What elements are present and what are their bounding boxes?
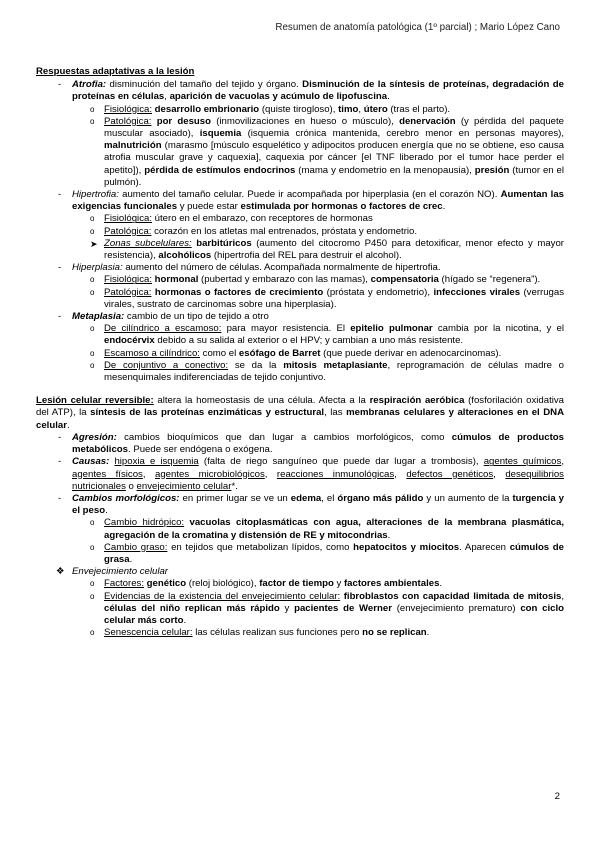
item-hiperplasia-patologica: o Patológica: hormonas o factores de crecimiento (próstata y endometrio), infecciones virales (verrugas virales, sustrato de carcinomas sobre una hiperplasia). (90, 286, 565, 310)
item-env-senescencia: o Senescencia celular: las células realizan sus funciones pero no se replican. (90, 627, 430, 639)
item-env-factores: o Factores: genético (reloj biológico), factor de tiempo y factores ambientales. (90, 578, 443, 590)
item-causas: - Causas: hipoxia e isquemia (falta de riego sanguíneo que puede dar lugar a trombosis), agentes químicos, agentes físicos, agentes microbiológicos, reacciones inmunológicas, defectos genéticos, desequilibrios nutricionales o envejecimiento celular*. (58, 456, 564, 492)
item-envejecimiento: ❖ Envejecimiento celular (56, 566, 168, 578)
circle-bullet: o (90, 287, 95, 297)
item-atrofia-patologica: o Patológica: por desuso (inmovilizaciones en hueso o músculo), denervación (y pérdida del paquete muscular asociado), isquemia (isquemia crónica mantenida, cerebro menor en personas mayores), malnutrición (marasmo [músculo esquelético y adipocitos producen energía que no se obtiene, eso causa atrofia muscular grave y caquexia], caquexia por cáncer [el TNF liberado por el tumor hace perder el apetito]), pérdida de estímulos endocrinos (mama y endometrio en la menopausia), presión (tumor en el pulmón). (90, 115, 565, 188)
item-metaplasia-cilindrico: o De cilíndrico a escamoso: para mayor resistencia. El epitelio pulmonar cambia por la nicotina, y el endocérvix debido a su salida al exterior o el HPV; y cambian a uno más resistente. (90, 323, 564, 347)
item-atrofia-fisiologica: o Fisiológica: desarrollo embrionario (quiste tirogloso), timo, útero (tras el parto). (90, 103, 451, 115)
dash-bullet: - (58, 492, 62, 504)
item-hipertrofia-patologica: o Patológica: corazón en los atletas mal entrenados, próstata y endometrio. (90, 225, 418, 237)
item-hiperplasia-fisiologica: o Fisiológica: hormonal (pubertad y embarazo con las mamas), compensatoria (hígado se “regenera”). (90, 274, 541, 286)
item-atrofia: - Atrofia: disminución del tamaño del tejido y órgano. Disminución de la síntesis de proteínas, degradación de proteínas en células, aparición de vacuolas y acúmulo de lipofuscina. (58, 79, 564, 103)
dash-bullet: - (58, 189, 62, 201)
section-reversible-injury: Lesión celular reversible: altera la homeostasis de una célula. Afecta a la respiración aeróbica (fosforilación oxidativa del ATP), la síntesis de las proteínas enzimáticas y estructural, las membranas celulares y alteraciones en el DNA celular. (36, 395, 565, 431)
circle-bullet: o (90, 275, 95, 285)
section-title-reversible: Lesión celular reversible: (36, 395, 154, 407)
circle-bullet: o (90, 628, 95, 638)
item-cambio-hidropico: o Cambio hidrópico: vacuolas citoplasmáticas con agua, alteraciones de la membrana plasmática, agregación de la cromatina y distensión de RE y mitocondrias. (90, 517, 564, 541)
item-metaplasia-escamoso: o Escamoso a cilíndrico: como el esófago de Barret (que puede derivar en adenocarcinomas). (90, 347, 502, 359)
item-agresion: - Agresión: cambios bioquímicos que dan lugar a cambios morfológicos, como cúmulos de productos metabólicos. Puede ser endógena o exógena. (58, 431, 564, 456)
dash-bullet: - (58, 431, 62, 443)
circle-bullet: o (90, 591, 95, 601)
circle-bullet: o (90, 104, 95, 114)
circle-bullet: o (90, 360, 95, 370)
circle-bullet: o (90, 542, 95, 552)
item-metaplasia: - Metaplasia: cambio de un tipo de tejido a otro (58, 311, 269, 323)
dash-bullet: - (58, 311, 62, 323)
circle-bullet: o (90, 348, 95, 358)
dash-bullet: - (58, 79, 62, 91)
section-title-adaptive: Respuestas adaptativas a la lesión (36, 66, 195, 77)
item-hipertrofia-fisiologica: o Fisiológica: útero en el embarazo, con receptores de hormonas (90, 213, 373, 225)
circle-bullet: o (90, 518, 95, 528)
dash-bullet: - (58, 456, 62, 468)
page-number: 2 (554, 791, 560, 802)
circle-bullet: o (90, 214, 95, 224)
circle-bullet: o (90, 116, 95, 126)
item-env-evidencias: o Evidencias de la existencia del envejecimiento celular: fibroblastos con capacidad limitada de mitosis, células del niño replican más rápido y pacientes de Werner (envejecimiento prematuro) con ciclo celular más corto. (90, 590, 565, 626)
item-cambios-morfologicos: - Cambios morfológicos: en primer lugar se ve un edema, el órgano más pálido y un aumento de la turgencia y el peso. (58, 492, 565, 517)
spacer (36, 384, 564, 395)
circle-bullet: o (90, 324, 95, 334)
diamond-bullet-icon: ❖ (56, 566, 65, 578)
item-hipertrofia-zonas: ➤ Zonas subcelulares: barbitúricos (aumento del citocromo P450 para detoxificar, menor efecto y mayor resistencia), alcohólicos (hipertrofia del REL para destruir el alcohol). (90, 237, 564, 262)
circle-bullet: o (90, 226, 95, 236)
item-cambio-graso: o Cambio graso: en tejidos que metabolizan lípidos, como hepatocitos y miocitos. Aparecen cúmulos de grasa. (90, 541, 565, 565)
circle-bullet: o (90, 579, 95, 589)
arrow-bullet-icon: ➤ (90, 238, 98, 249)
page-header: Resumen de anatomía patológica (1º parcial) ; Mario López Cano (275, 22, 560, 33)
document-body (36, 66, 564, 639)
dash-bullet: - (58, 262, 62, 274)
item-hiperplasia: - Hiperplasia: aumento del número de células. Acompañada normalmente de hipertrofia. (58, 262, 441, 274)
item-metaplasia-conjuntivo: o De conjuntivo a conectivo: se da la mitosis metaplasiante, reprogramación de células madre o mesenquimales indiferenciadas de tejido conjuntivo. (90, 359, 564, 384)
item-hipertrofia: - Hipertrofia: aumento del tamaño celular. Puede ir acompañada por hiperplasia (en el corazón NO). Aumentan las exigencias funcionales y puede estar estimulada por hormonas o factores de crec. (58, 189, 564, 213)
